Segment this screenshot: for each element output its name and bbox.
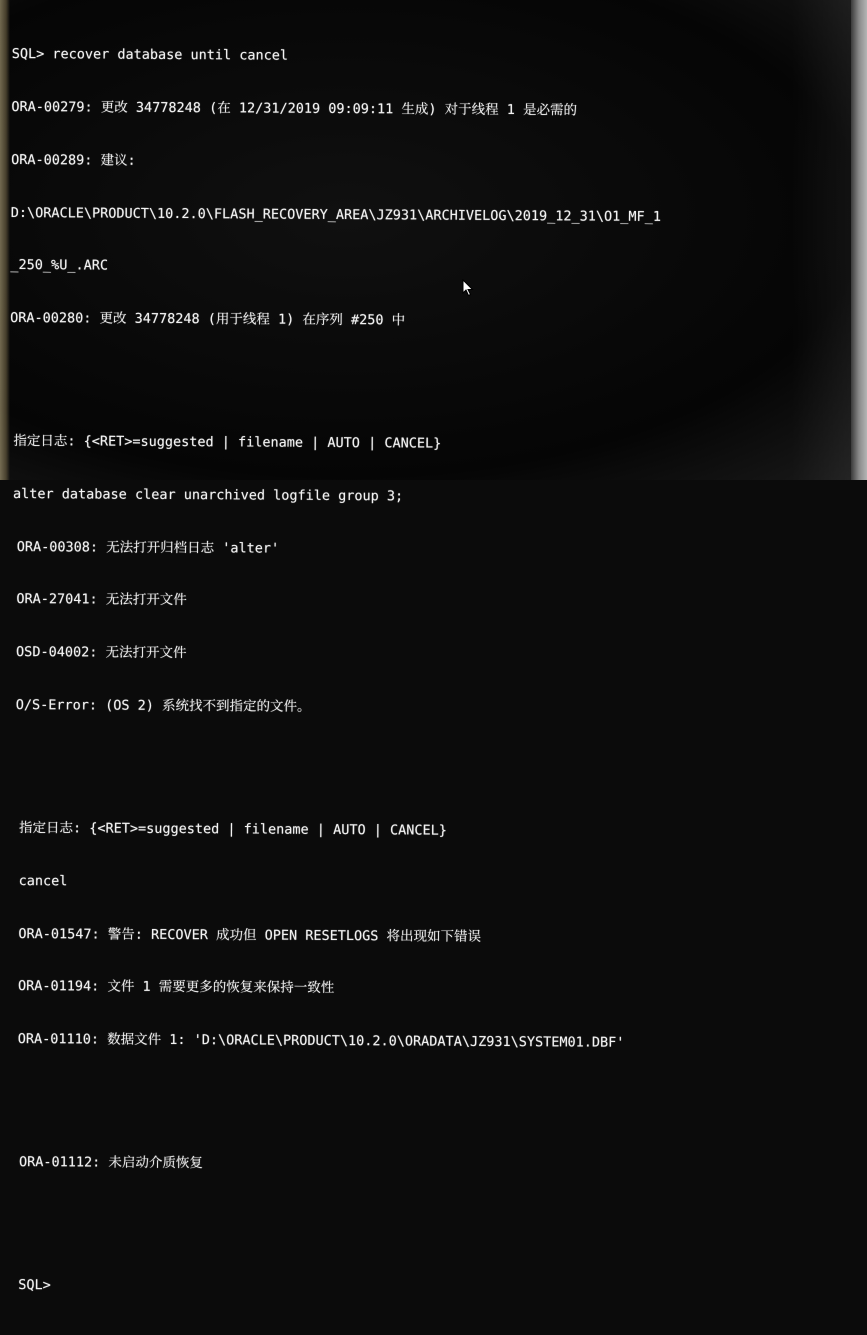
console-blank <box>4 1207 834 1247</box>
console-blank <box>7 750 837 790</box>
console-line-error: ORA-01110: 数据文件 1: 'D:\ORACLE\PRODUCT\10.2.0\ORADATA\JZ931\SYSTEM01.DBF' <box>17 1031 625 1051</box>
console-line-prompt[interactable]: SQL> <box>18 1277 51 1294</box>
console-line-input: cancel <box>18 872 68 890</box>
console-line-error: ORA-00279: 更改 34778248 (在 12/31/2019 09:09:11 生成) 对于线程 1 是必需的 <box>11 98 578 119</box>
console-line-input: alter database clear unarchived logfile group 3; <box>13 485 404 505</box>
console-line-prompt: 指定日志: {<RET>=suggested | filename | AUTO | CANCEL} <box>13 433 442 452</box>
console-line-error: ORA-00280: 更改 34778248 (用于线程 1) 在序列 #250 中 <box>10 310 406 329</box>
console-line-prompt: 指定日志: {<RET>=suggested | filename | AUTO | CANCEL} <box>18 819 447 839</box>
console-line-error: ORA-01547: 警告: RECOVER 成功但 OPEN RESETLOGS 将出现如下错误 <box>18 925 482 945</box>
screen-glare <box>791 0 851 480</box>
console-line-error: ORA-01112: 未启动介质恢复 <box>18 1154 203 1172</box>
console-line-error: ORA-00289: 建议: <box>11 151 136 169</box>
console-line-error: ORA-00308: 无法打开归档日志 'alter' <box>16 538 280 557</box>
console-blank <box>5 1084 835 1124</box>
console-line-path: D:\ORACLE\PRODUCT\10.2.0\FLASH_RECOVERY_AREA\JZ931\ARCHIVELOG\2019_12_31\O1_MF_1 <box>10 204 662 225</box>
console-line-error: OSD-04002: 无法打开文件 <box>16 644 187 662</box>
monitor-bezel-right <box>851 0 867 480</box>
console-blank <box>10 363 840 403</box>
console-line-error: ORA-27041: 无法打开文件 <box>16 591 187 609</box>
console-line-error: ORA-01194: 文件 1 需要更多的恢复来保持一致性 <box>17 978 335 997</box>
sqlplus-console[interactable] <box>4 11 842 1335</box>
console-line-command: SQL> recover database until cancel <box>11 46 289 64</box>
monitor-bezel-left <box>0 0 10 480</box>
console-line-path: _250_%U_.ARC <box>10 257 109 274</box>
console-line-error: O/S-Error: (OS 2) 系统找不到指定的文件。 <box>15 697 311 715</box>
